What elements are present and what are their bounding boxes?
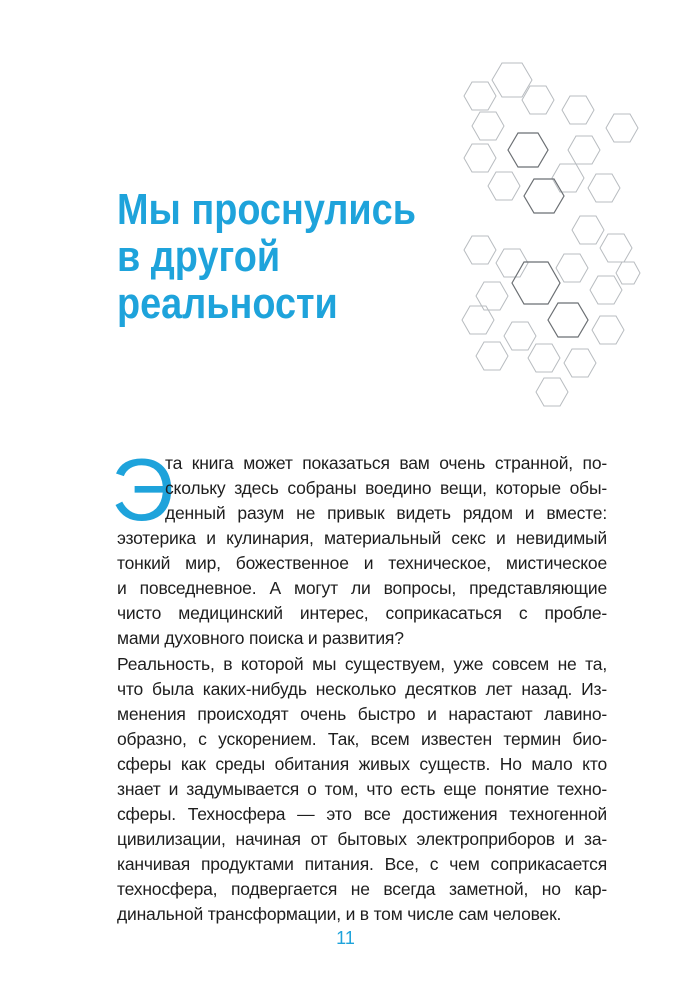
hexagon-shape (556, 254, 588, 282)
text-line: Реальность, в которой мы существуем, уже совсем не та, (117, 654, 607, 674)
text-line: чисто медицинский интерес, соприкасаться с пробле- (117, 603, 607, 623)
hexagon-shape (548, 303, 588, 337)
hexagon-shape (504, 322, 536, 350)
text-line: скольку здесь собраны воедино вещи, которые обы- (165, 478, 607, 498)
hexagon-shape (568, 136, 600, 164)
text-line: динальной трансформации, и в том числе сам человек. (117, 904, 562, 924)
hexagon-shape (524, 179, 564, 213)
hexagon-shape (508, 133, 548, 167)
paragraph-1 (117, 451, 607, 651)
hexagon-shape (522, 86, 554, 114)
chapter-title-line: в другой (117, 232, 281, 281)
text-line: та книга может показаться вам очень странной, по- (165, 453, 607, 473)
hexagon-shape (616, 262, 640, 284)
hexagon-shape (606, 114, 638, 142)
text-line: цивилизации, начиная от бытовых электроприборов и за- (117, 829, 607, 849)
hexagon-shape (464, 236, 496, 264)
text-line: знает и задумывается о том, что есть еще понятие техно- (117, 779, 607, 799)
hexagon-shape (600, 234, 632, 262)
text-line: эзотерика и кулинария, материальный секс и невидимый (117, 528, 607, 548)
hexagon-shape (476, 342, 508, 370)
hexagon-shape (536, 378, 568, 406)
hexagon-shape (492, 63, 532, 97)
text-line: сферы. Техносфера — это все достижения техногенной (117, 804, 607, 824)
hexagon-shape (488, 172, 520, 200)
paragraph-2 (117, 652, 607, 927)
hexagon-shape (512, 262, 560, 304)
hexagon-shape (562, 96, 594, 124)
text-line: менения происходят очень быстро и нарастают лавино- (117, 704, 607, 724)
hexagon-shape (528, 344, 560, 372)
text-line: тонкий мир, божественное и техническое, мистическое (117, 553, 607, 573)
hexagon-shape (588, 174, 620, 202)
text-line: канчивая продуктами питания. Все, с чем соприкасается (117, 854, 607, 874)
text-line: мами духовного поиска и развития? (117, 628, 404, 648)
text-line: и повседневное. А могут ли вопросы, представляющие (117, 578, 607, 598)
chapter-title (117, 186, 416, 327)
hexagon-shape (552, 164, 584, 192)
text-line: сферы как среды обитания живых существ. Но мало кто (117, 754, 607, 774)
text-line: техносфера, подвергается не всегда заметной, но кар- (117, 879, 607, 899)
chapter-title-line: Мы проснулись (117, 185, 416, 234)
chapter-title-line: реальности (117, 279, 338, 328)
hexagon-shape (472, 112, 504, 140)
text-line: образно, с ускорением. Так, всем известен термин био- (117, 729, 607, 749)
hexagon-pattern-decoration (452, 58, 652, 418)
hexagon-shape (590, 276, 622, 304)
text-line: денный разум не привык видеть рядом и вместе: (165, 503, 607, 523)
hexagon-shape (564, 349, 596, 377)
drop-cap: Э (111, 440, 175, 539)
hexagon-shape (464, 144, 496, 172)
hexagon-shape (572, 216, 604, 244)
page-number: 11 (336, 928, 355, 948)
hexagon-shape (592, 316, 624, 344)
hexagon-shape (464, 82, 496, 110)
text-line: что была каких-нибудь несколько десятков лет назад. Из- (117, 679, 607, 699)
